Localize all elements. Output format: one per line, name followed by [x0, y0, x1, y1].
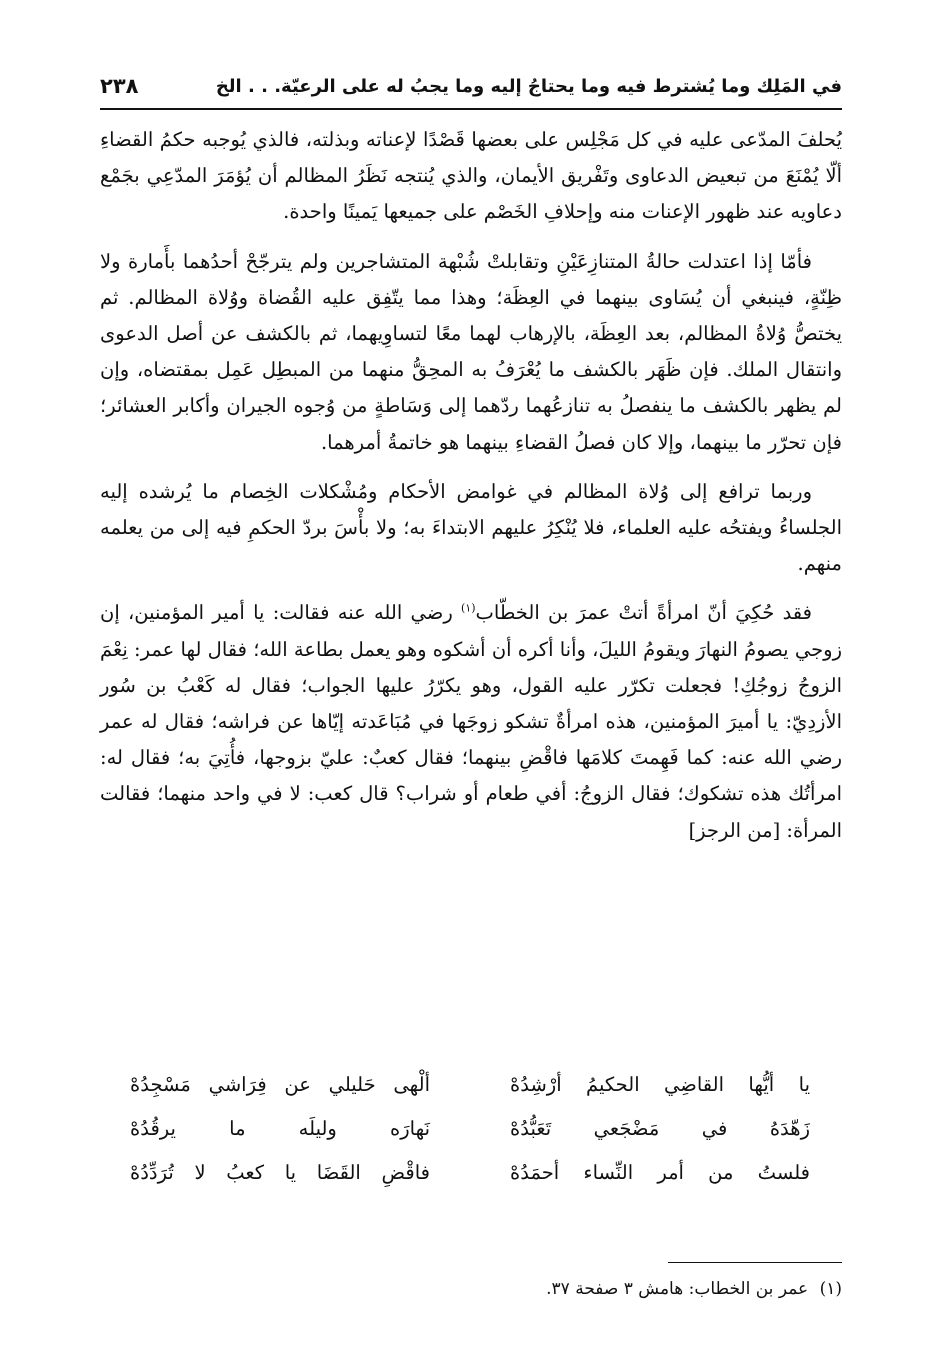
footnote-number: (١)	[819, 1279, 842, 1299]
poem	[130, 1062, 810, 1194]
verse-second-hemistich: فاقْضِ القَضَا يا كعبُ لا تُرَدِّدُهْ	[130, 1160, 430, 1184]
verse-first-hemistich: يا أيُّها القاضِي الحكيمُ أرْشِدُهْ	[510, 1072, 810, 1096]
verse-first-hemistich: فلستُ من أمر النِّساء أحمَدُهْ	[510, 1160, 810, 1184]
verse-second-hemistich: ألْهى حَليلي عن فِرَاشي مَسْجِدُهْ	[130, 1072, 430, 1096]
verse-second-hemistich: نَهارَه وليلَه ما يرقُدُهْ	[130, 1116, 430, 1140]
footnote-divider	[668, 1262, 842, 1263]
paragraph: وربما ترافع إلى وُلاة المظالم في غوامض الأحكام ومُشْكلات الخِصام ما يُرشده إليه الجلساءُ ويفتحُه عليه العلماء، فلا يُنْكِرُ عليهم الابتداءَ به؛ ولا بأْسَ بردّ الحكمِ فيه إلى من يعلمه منهم.	[100, 479, 842, 576]
footnote-reference[interactable]: (١)	[461, 601, 476, 615]
header-divider	[100, 108, 842, 110]
running-title: في المَلِك وما يُشترط فيه وما يحتاجُ إليه وما يجبُ له على الرعيّة. . . الخ	[215, 75, 842, 97]
footnote-text: عمر بن الخطاب: هامش ٣ صفحة ٣٧.	[546, 1279, 809, 1299]
page-header	[100, 66, 842, 106]
story-opening: فقد حُكِيَ أنّ امرأةً أتتْ عمرَ بن الخطّاب	[475, 601, 812, 625]
main-text	[100, 122, 842, 862]
verse-line	[130, 1150, 810, 1194]
page-number: ٢٣٨	[100, 74, 139, 98]
story-body: رضي الله عنه فقالت: يا أمير المؤمنين، إن زوجي يصومُ النهارَ ويقومُ الليلَ، وأنا أكره أن أشكوه وهو يعمل بطاعة الله؛ فقال لها عمر: نِعْمَ الزوجُ زوجُكِ! فجعلت تكرّر عليه القول، وهو يكرّرُ عليها الجواب؛ فقال له كَعْبُ بن سُور الأزدِيّ: يا أميرَ المؤمنين، هذه امرأةٌ تشكو زوجَها في مُبَاعَدته إيّاها عن فراشه؛ فقال له عمر رضي الله عنه: كما فَهِمتَ كلامَها فاقْضِ بينهما؛ فقال كعبٌ: عليّ بزوجها، فأُتِيَ به؛ فقال له: امرأتُك هذه تشكوك؛ فقال الزوجُ: أفي طعام أو شراب؟ قال كعب: لا في واحد منهما؛ فقالت المرأة: [من الرجز]	[100, 601, 842, 842]
paragraph-continuation: يُحلفَ المدّعى عليه في كل مَجْلِس على بعضها قَصْدًا لإعناته وبذلته، فالذي يُوجبه حكمُ القضاءِ ألّا يُمْنَعَ من تبعيض الدعاوى وتَفْريق الأيمان، والذي يُنتجه نَظَرُ المظالم أن يُؤمَرَ المدّعِي بجَمْع دعاويه عند ظهور الإعنات منه وإحلافِ الخَصْم على جميعها يَمينًا واحدة.	[100, 128, 842, 224]
verse-first-hemistich: زَهّدَهُ في مَضْجَعي تَعَبُّدُهْ	[510, 1116, 810, 1140]
paragraph: فأمّا إذا اعتدلت حالةُ المتنازِعَيْنِ وتقابلتْ شُبْهة المتشاجرين ولم يترجّحْ أحدُهما بأَمارة ولا ظِنّةٍ، فينبغي أن يُسَاوى بينهما في العِظَة؛ وهذا مما يتّفِق عليه القُضاة ووُلاة المظالم. ثم يختصُّ وُلاةُ المظالم، بعد العِظَة، بالإرهاب لهما معًا لتساوِيهما، ثم بالكشف عن أصل الدعوى وانتقال الملك. فإن ظَهَر بالكشف ما يُعْرَفُ به المحِقُّ منهما من المبطِل عَمِل بمقتضاه، وإن لم يظهر بالكشف ما ينفصلُ به تنازعُهما ردّهما إلى وَسَاطةٍ من وُجوه الجيران وأكابر العشائر؛ فإن تحرّر ما بينهما، وإلا كان فصلُ القضاءِ بينهما هو خاتمةُ أمرهما.	[100, 249, 842, 454]
verse-line	[130, 1106, 810, 1150]
footnote	[100, 1274, 842, 1304]
verse-line	[130, 1062, 810, 1106]
story-paragraph	[100, 595, 842, 848]
